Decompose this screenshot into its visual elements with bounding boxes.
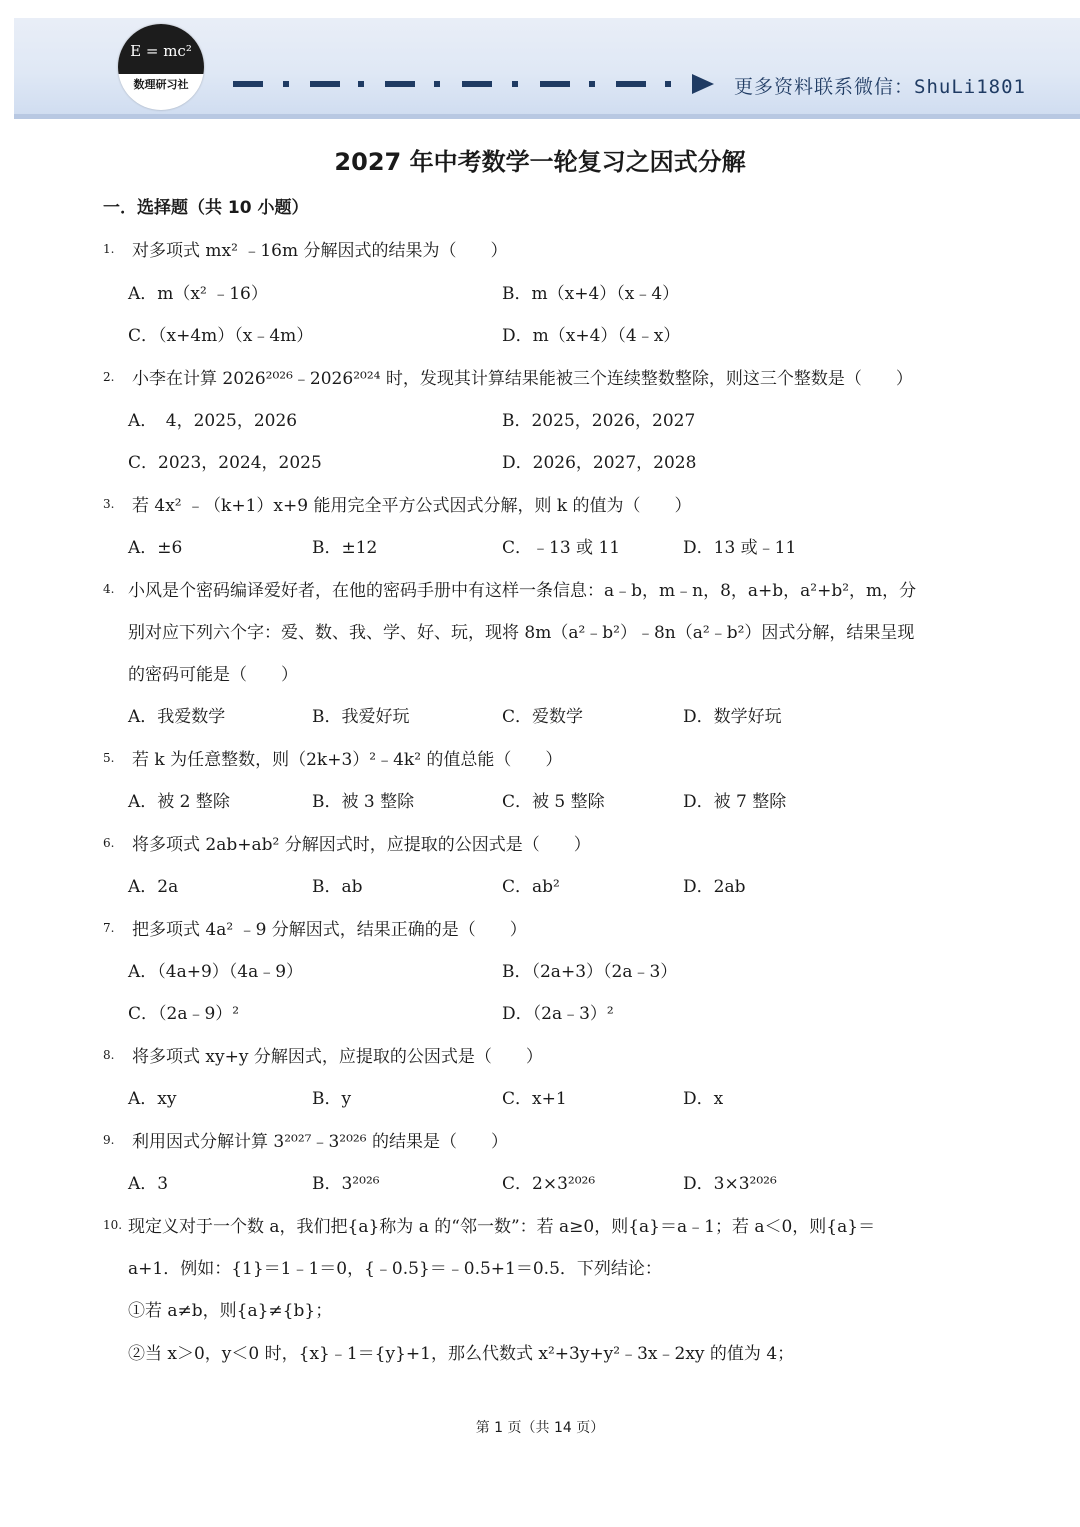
option-b: B．我爱好玩: [312, 707, 410, 727]
question-number: 8.: [103, 1048, 115, 1062]
option-d: D．2ab: [683, 877, 746, 897]
option-d: D．m（x+4）（4﹣x）: [502, 326, 681, 346]
page-footer: 第 1 页（共 14 页）: [475, 1420, 605, 1436]
option-a: A．3: [128, 1174, 169, 1194]
question-number: 10.: [103, 1218, 123, 1232]
question-stem: 对多项式 mx² ﹣16m 分解因式的结果为（ ）: [132, 241, 508, 261]
option-d: D．数学好玩: [683, 707, 782, 727]
option-c: C．ab²: [502, 877, 560, 897]
question-number: 1.: [103, 242, 115, 256]
header-divider: [14, 114, 1080, 119]
option-a: A．±6: [128, 538, 183, 558]
section-heading: 一．选择题（共 10 小题）: [103, 198, 309, 218]
option-c: C．被 5 整除: [502, 792, 605, 812]
option-b: B．3²⁰²⁶: [312, 1174, 380, 1194]
option-c: C．爱数学: [502, 707, 584, 727]
option-b: B．m（x+4）（x﹣4）: [502, 284, 680, 304]
logo-name: 数理研习社: [133, 78, 189, 91]
question-number: 6.: [103, 836, 115, 850]
question-stem: 小李在计算 2026²⁰²⁶﹣2026²⁰²⁴ 时，发现其计算结果能被三个连续整数整除，则这三个整数是（ ）: [132, 369, 913, 389]
option-a: A． 4，2025，2026: [128, 411, 298, 431]
question-stem-line: 别对应下列六个字：爱、数、我、学、好、玩，现将 8m（a²﹣b²）﹣8n（a²﹣b²）因式分解，结果呈现: [128, 623, 915, 643]
question-number: 4.: [103, 582, 115, 596]
option-b: B．（2a+3）（2a﹣3）: [502, 962, 678, 982]
option-b: B．y: [312, 1089, 352, 1109]
option-c: C．（x+4m）（x﹣4m）: [128, 326, 314, 346]
option-c: C．x+1: [502, 1089, 567, 1109]
option-c: C．2×3²⁰²⁶: [502, 1174, 596, 1194]
option-c: C．2023，2024，2025: [128, 453, 322, 473]
logo-formula: E = mc²: [118, 24, 204, 74]
contact-info: 更多资料联系微信：ShuLi1801: [734, 76, 1026, 98]
question-stem: 若 4x² ﹣（k+1）x+9 能用完全平方公式因式分解，则 k 的值为（ ）: [132, 496, 692, 516]
question-stem: 利用因式分解计算 3²⁰²⁷﹣3²⁰²⁶ 的结果是（ ）: [132, 1132, 508, 1152]
question-stem-line: 小风是个密码编译爱好者，在他的密码手册中有这样一条信息：a﹣b，m﹣n，8，a+b，a²+b²，m，分: [128, 581, 917, 601]
page-title: 2027 年中考数学一轮复习之因式分解: [334, 148, 746, 176]
option-d: D．x: [683, 1089, 724, 1109]
question-number: 7.: [103, 921, 115, 935]
option-b: B．被 3 整除: [312, 792, 415, 812]
question-stem-line: ②当 x＞0，y＜0 时，{x}﹣1＝{y}+1，那么代数式 x²+3y+y²﹣3x﹣2xy 的值为 4；: [128, 1344, 795, 1364]
option-c: C．﹣13 或 11: [502, 538, 621, 558]
question-stem-line: 现定义对于一个数 a，我们把{a}称为 a 的“邻一数”：若 a≥0，则{a}＝a﹣1；若 a＜0，则{a}＝: [128, 1217, 876, 1237]
logo: [118, 24, 204, 110]
option-a: A．xy: [128, 1089, 177, 1109]
option-a: A．（4a+9）（4a﹣9）: [128, 962, 304, 982]
option-a: A．m（x² ﹣16）: [128, 284, 268, 304]
question-stem-line: 的密码可能是（ ）: [128, 665, 298, 685]
option-a: A．被 2 整除: [128, 792, 230, 812]
question-stem: 将多项式 2ab+ab² 分解因式时，应提取的公因式是（ ）: [132, 835, 591, 855]
question-number: 5.: [103, 751, 115, 765]
question-number: 9.: [103, 1133, 115, 1147]
question-stem: 将多项式 xy+y 分解因式，应提取的公因式是（ ）: [132, 1047, 543, 1067]
option-c: C．（2a﹣9）²: [128, 1004, 240, 1024]
question-number: 3.: [103, 497, 115, 511]
question-stem-line: a+1．例如：{1}＝1﹣1＝0，{﹣0.5}＝﹣0.5+1＝0.5．下列结论：: [128, 1259, 662, 1279]
option-d: D．13 或﹣11: [683, 538, 797, 558]
option-d: D．被 7 整除: [683, 792, 787, 812]
question-stem: 把多项式 4a² ﹣9 分解因式，结果正确的是（ ）: [132, 920, 527, 940]
option-a: A．我爱数学: [128, 707, 226, 727]
option-b: B．ab: [312, 877, 363, 897]
question-stem: 若 k 为任意整数，则（2k+3）²﹣4k² 的值总能（ ）: [132, 750, 563, 770]
option-d: D．（2a﹣3）²: [502, 1004, 614, 1024]
arrow-right-icon: [692, 74, 714, 94]
option-a: A．2a: [128, 877, 179, 897]
question-number: 2.: [103, 370, 115, 384]
question-stem-line: ①若 a≠b，则{a}≠{b}；: [128, 1301, 333, 1321]
option-b: B．±12: [312, 538, 378, 558]
option-b: B．2025，2026，2027: [502, 411, 696, 431]
option-d: D．3×3²⁰²⁶: [683, 1174, 777, 1194]
option-d: D．2026，2027，2028: [502, 453, 697, 473]
